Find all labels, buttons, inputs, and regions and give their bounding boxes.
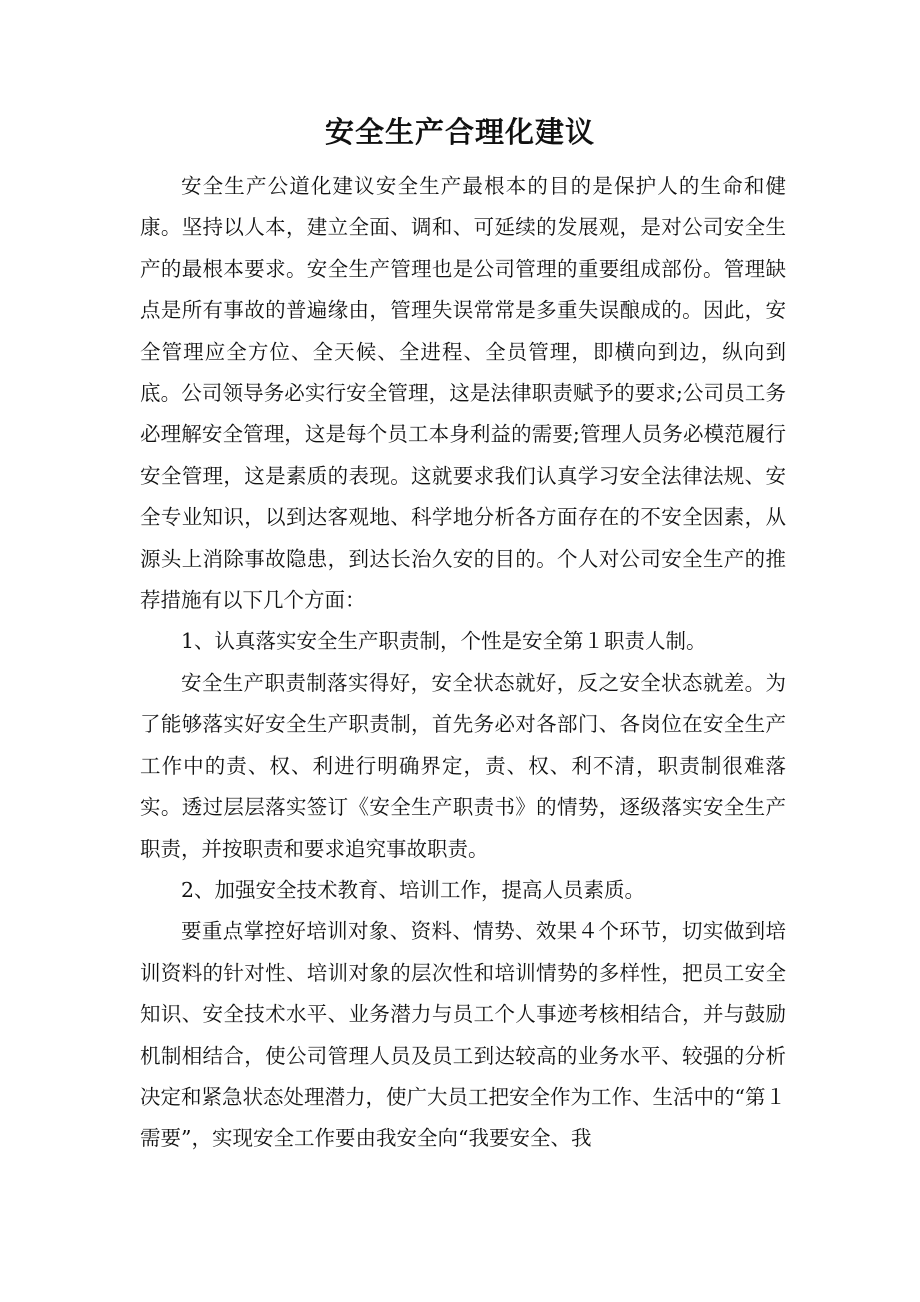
paragraph-heading-1: 1、认真落实安全生产职责制，个性是安全第１职责人制。 [181,629,707,654]
document-title: 安全生产合理化建议 [324,115,595,149]
paragraph-training: 要重点掌控好培训对象、资料、情势、效果４个环节，切实做到培训资料的针对性、培训对象的层次性和培训情势的多样性，把员工安全知识、安全技术水平、业务潜力与员工个人事迹考核相结合，并与鼓励机制相结合，使公司管理人员及员工到达较高的业务水平、较强的分析决定和紧急状态处理潜力，使广大员工把安全作为工作、生活中的“第１需要”，实现安全工作要由我安全向“我要安全、我 [140,919,786,1151]
paragraph-heading-2: 2、加强安全技术教育、培训工作，提高人员素质。 [181,877,646,902]
paragraph-intro: 安全生产公道化建议安全生产最根本的目的是保护人的生命和健康。坚持以人本，建立全面、调和、可延续的发展观，是对公司安全生产的最根本要求。安全生产管理也是公司管理的重要组成部份。管理缺点是所有事故的普遍缘由，管理失误常常是多重失误酿成的。因此，安全管理应全方位、全天候、全进程、全员管理，即横向到边，纵向到底。公司领导务必实行安全管理，这是法律职责赋予的要求;公司员工务必理解安全管理，这是每个员工本身利益的需要;管理人员务必模范履行安全管理，这是素质的表现。这就要求我们认真学习安全法律法规、安全专业知识，以到达客观地、科学地分析各方面存在的不安全因素，从源头上消除事故隐患，到达长治久安的目的。个人对公司安全生产的推荐措施有以下几个方面： [140,174,786,613]
paragraph-responsibility: 安全生产职责制落实得好，安全状态就好，反之安全状态就差。为了能够落实好安全生产职责制，首先务必对各部门、各岗位在安全生产工作中的责、权、利进行明确界定，责、权、利不清，职责制很难落实。透过层层落实签订《安全生产职责书》的情势，逐级落实安全生产职责，并按职责和要求追究事故职责。 [140,670,786,861]
document-body [140,166,786,1160]
